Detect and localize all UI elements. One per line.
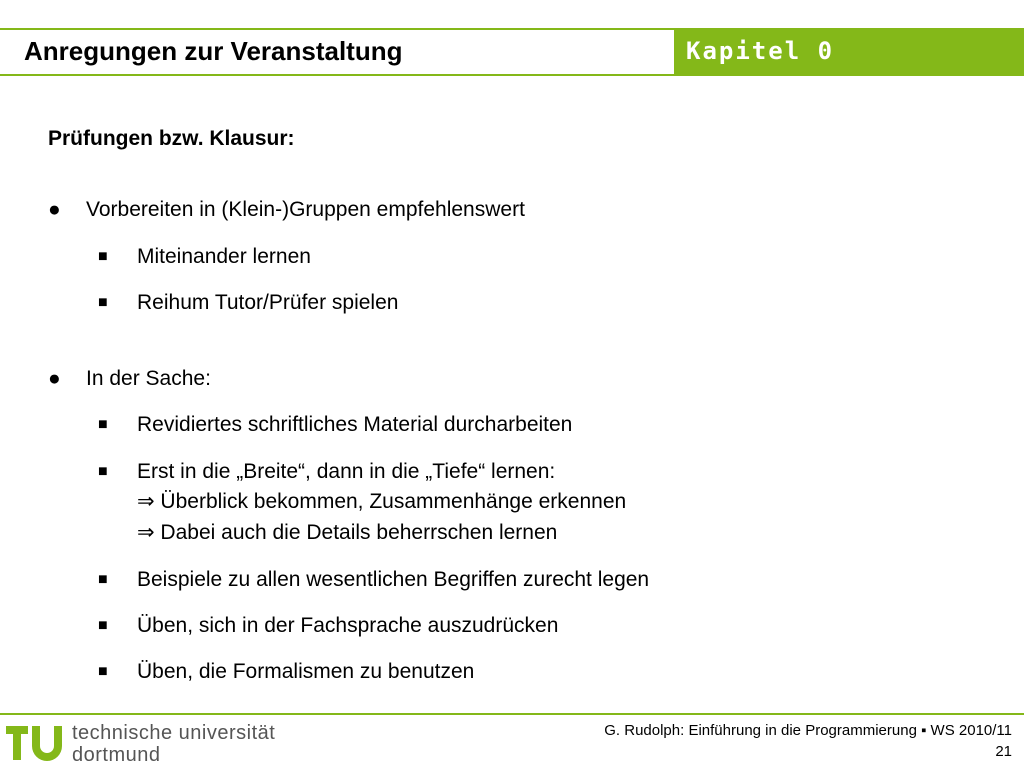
sub-bullet-square-icon: ■ — [98, 294, 108, 311]
bullet-dot-icon: ● — [48, 198, 61, 221]
page-number: 21 — [995, 743, 1012, 760]
bullet-text: In der Sache: — [86, 367, 211, 390]
footer-credit: G. Rudolph: Einführung in die Programmierung ▪ WS 2010/11 — [604, 722, 1012, 739]
sub-bullet-text: Revidiertes schriftliches Material durcharbeiten — [137, 413, 573, 436]
header-bottom-rule — [0, 74, 674, 76]
sub-bullet-continuation-text: ⇒ Überblick bekommen, Zusammenhänge erkennen — [137, 490, 627, 513]
tu-logo-icon — [4, 720, 64, 764]
slide-title: Anregungen zur Veranstaltung — [24, 36, 403, 66]
bullet-dot-icon: ● — [48, 367, 61, 390]
university-name — [72, 722, 275, 766]
sub-bullet-text: Üben, die Formalismen zu benutzen — [137, 660, 475, 683]
footer-rule — [0, 713, 1024, 715]
sub-bullet-square-icon: ■ — [98, 416, 108, 433]
sub-bullet-text: Miteinander lernen — [137, 245, 311, 268]
bullet-text: Vorbereiten in (Klein-)Gruppen empfehlenswert — [86, 198, 525, 221]
sub-bullet-square-icon: ■ — [98, 571, 108, 588]
sub-bullet-square-icon: ■ — [98, 248, 108, 265]
sub-bullet-text: Reihum Tutor/Prüfer spielen — [137, 291, 399, 314]
university-name-line1: technische universität — [72, 722, 276, 744]
sub-bullet-continuation-text: ⇒ Dabei auch die Details beherrschen lernen — [137, 521, 558, 544]
university-name-line2: dortmund — [72, 744, 161, 766]
sub-bullet-text: Erst in die „Breite“, dann in die „Tiefe“ lernen: — [137, 460, 556, 483]
sub-bullet-square-icon: ■ — [98, 463, 108, 480]
chapter-label: Kapitel 0 — [686, 37, 835, 65]
sub-bullet-square-icon: ■ — [98, 617, 108, 634]
sub-bullet-square-icon: ■ — [98, 663, 108, 680]
header-top-rule — [0, 28, 674, 30]
section-heading: Prüfungen bzw. Klausur: — [48, 127, 295, 150]
sub-bullet-text: Beispiele zu allen wesentlichen Begriffen zurecht legen — [137, 568, 650, 591]
sub-bullet-text: Üben, sich in der Fachsprache auszudrücken — [137, 614, 559, 637]
